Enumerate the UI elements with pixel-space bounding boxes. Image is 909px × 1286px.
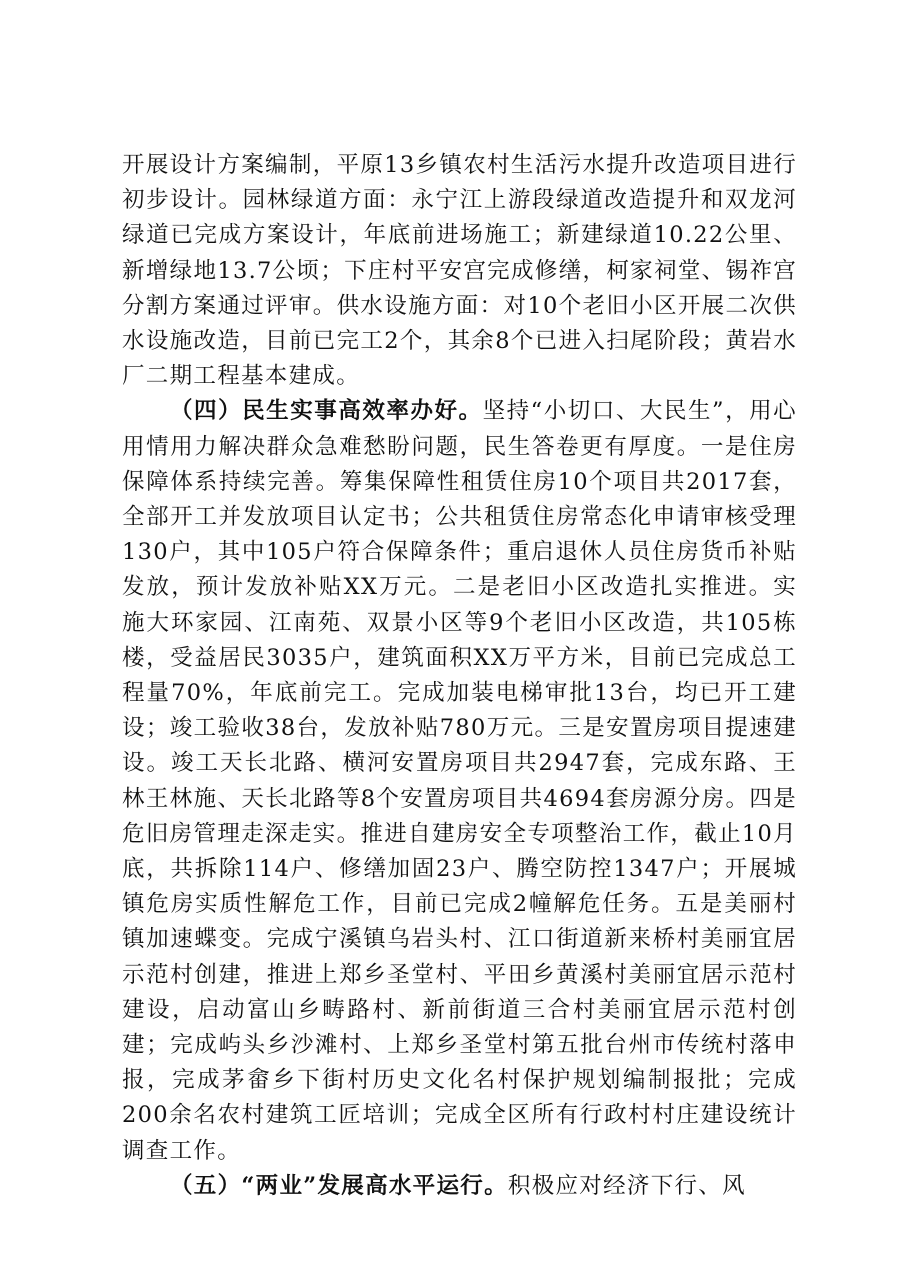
paragraph-2	[122, 394, 797, 1168]
paragraph-text: 开展设计方案编制，平原13乡镇农村生活污水提升改造项目进行初步设计。园林绿道方面：永宁江上游段绿道改造提升和双龙河绿道已完成方案设计，年底前进场施工；新建绿道10.22公里、新增绿地13.7公顷；下庄村平安宫完成修缮，柯家祠堂、锡祚宫分割方案通过评审。供水设施方面：对10个老旧小区开展二次供水设施改造，目前已完工2个，其余8个已进入扫尾阶段；黄岩水厂二期工程基本建成。	[122, 152, 797, 390]
paragraph-text: 坚持“小切口、大民生”，用心用情用力解决群众急难愁盼问题，民生答卷更有厚度。一是住房保障体系持续完善。筹集保障性租赁住房10个项目共2017套，全部开工并发放项目认定书；公共租赁住房常态化申请审核受理130户，其中105户符合保障条件；重启退休人员住房货币补贴发放，预计发放补贴XX万元。二是老旧小区改造扎实推进。实施大环家园、江南苑、双景小区等9个老旧小区改造，共105栋楼，受益居民3035户，建筑面积XX万平方米，目前已完成总工程量70%，年底前完工。完成加装电梯审批13台，均已开工建设；竣工验收38台，发放补贴780万元。三是安置房项目提速建设。竣工天长北路、横河安置房项目共2947套，完成东路、王林王林施、天长北路等8个安置房项目共4694套房源分房。四是危旧房管理走深走实。推进自建房安全专项整治工作，截止10月底，共拆除114户、修缮加固23户、腾空防控1347户；开展城镇危房实质性解危工作，目前已完成2幢解危任务。五是美丽村镇加速蝶变。完成宁溪镇乌岩头村、江口街道新来桥村美丽宜居示范村创建，推进上郑乡圣堂村、平田乡黄溪村美丽宜居示范村建设，启动富山乡畴路村、新前街道三合村美丽宜居示范村创建；完成屿头乡沙滩村、上郑乡圣堂村第五批台州市传统村落申报，完成茅畲乡下街村历史文化名村保护规划编制报批；完成200余名农村建筑工匠培训；完成全区所有行政村村庄建设统计调查工作。	[122, 398, 797, 1164]
paragraph-1	[122, 148, 797, 394]
section-heading-4: （四）民生实事高效率办好。	[170, 398, 483, 425]
section-heading-5: （五）“两业”发展高水平运行。	[170, 1172, 508, 1199]
paragraph-3	[122, 1169, 797, 1204]
document-body	[122, 148, 797, 1204]
paragraph-text: 积极应对经济下行、风	[507, 1172, 746, 1199]
